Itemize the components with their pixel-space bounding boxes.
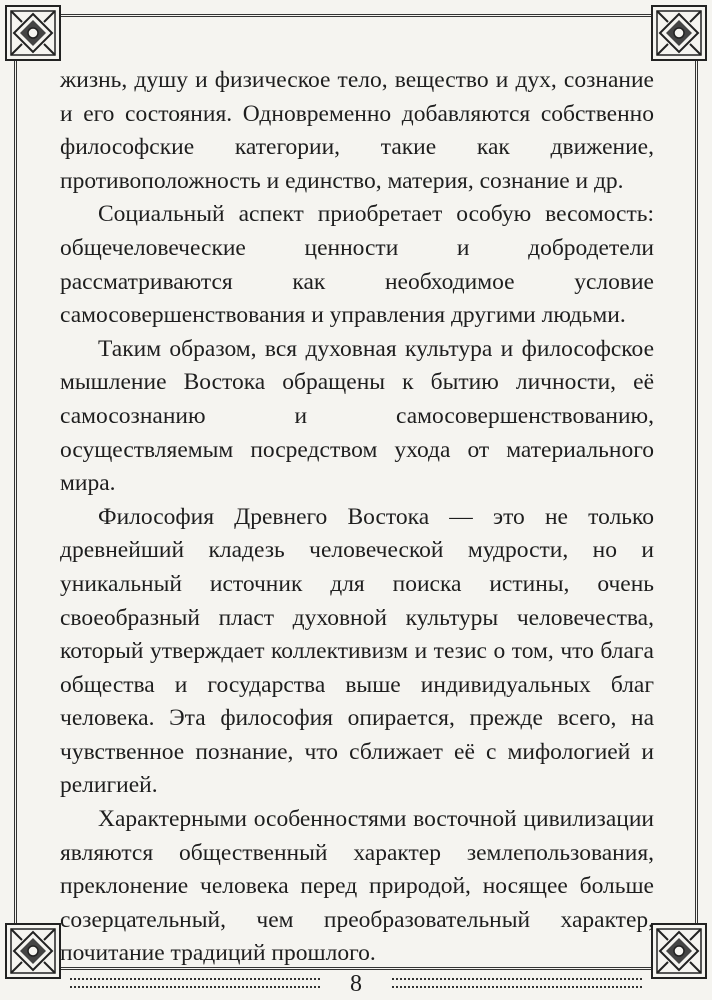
corner-ornament-top-right [648, 2, 710, 64]
body-text [60, 64, 654, 971]
paragraph: Таким образом, вся духовная культура и философское мышление Востока обращены к бытию личности, её самосознанию и самосовершенствованию, осуществляемым посредством ухода от материального мира. [60, 335, 654, 497]
corner-ornament-top-left [2, 2, 64, 64]
paragraph: жизнь, душу и физическое тело, вещество и дух, сознание и его состояния. Одновременно добавляются собственно философские категории, такие как движение, противоположность и единство, материя, сознание и др. [60, 67, 654, 194]
paragraph: Философия Древнего Востока — это не только древнейший кладезь человеческой мудрости, но и уникальный источник для поиска истины, очень своеобразный пласт духовной культуры человечества, который утверждает коллективизм и тезис о том, что блага общества и государства выше индивидуальных благ человека. Эта философия опирается, прежде всего, на чувственное познание, что сближает её с мифологией и религией. [60, 503, 654, 799]
paragraph: Социальный аспект приобретает особую весомость: общечеловеческие ценности и добродетели рассматриваются как необходимое условие самосовершенствования и управления другими людьми. [60, 201, 654, 329]
page-number: 8 [350, 971, 362, 997]
paragraph: Характерными особенностями восточной цивилизации являются общественный характер землепользования, преклонение человека перед природой, носящее больше созерцательный, чем преобразовательный характер, почитание традиций прошлого. [60, 806, 654, 967]
